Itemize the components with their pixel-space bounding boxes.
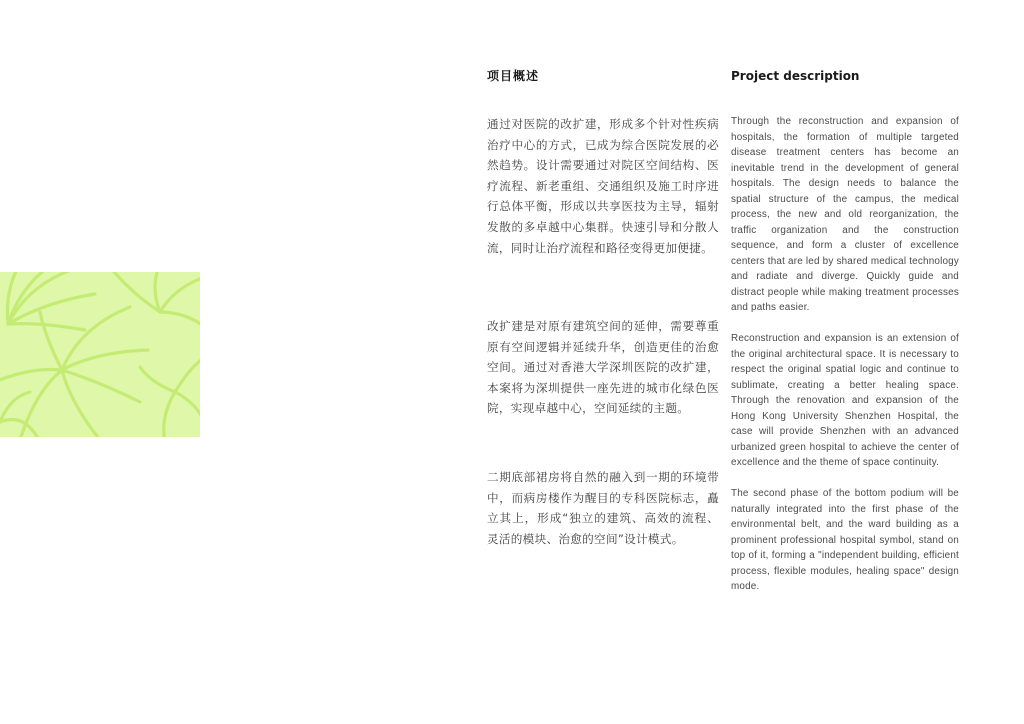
english-paragraph-1: Through the reconstruction and expansion of hospitals, the formation of multiple targeted disease treatment centers has become an inevitable trend in the development of general hospitals. The design needs to balance the spatial structure of the campus, the medical process, the new and old reorganization, the traffic organization and the construction sequence, and form a cluster of excellence centers that are led by shared medical technology and radiate and diverge. Quickly guide and distract people while making treatment processes and paths easier. bbox=[731, 116, 959, 313]
english-paragraph-3: The second phase of the bottom podium will be naturally integrated into the first phase of the environmental belt, and the ward building as a prominent professional hospital symbol, stand on top of it, forming a "independent building, efficient process, flexible modules, healing space" design mode. bbox=[731, 488, 959, 592]
english-title: Project description bbox=[731, 69, 860, 83]
leaf-pattern bbox=[0, 272, 200, 437]
chinese-paragraph-2: 改扩建是对原有建筑空间的延伸，需要尊重原有空间逻辑并延续升华，创造更佳的治愈空间。通过对香港大学深圳医院的改扩建，本案将为深圳提供一座先进的城市化绿色医院，实现卓越中心，空间延续的主题。 bbox=[487, 319, 719, 416]
chinese-paragraph-1: 通过对医院的改扩建，形成多个针对性疾病治疗中心的方式，已成为综合医院发展的必然趋势。设计需要通过对院区空间结构、医疗流程、新老重组、交通组织及施工时序进行总体平衡，形成以共享医技为主导，辐射发散的多卓越中心集群。快速引导和分散人流，同时让治疗流程和路径变得更加便捷。 bbox=[487, 117, 719, 255]
english-paragraph-2: Reconstruction and expansion is an extension of the original architectural space. It is necessary to respect the original spatial logic and continue to sublimate, creating a better healing space. Through the renovation and expansion of the Hong Kong University Shenzhen Hospital, the case will provide Shenzhen with an advanced urbanized green hospital to achieve the center of excellence and the theme of space continuity. bbox=[731, 333, 959, 468]
chinese-title: 项目概述 bbox=[487, 69, 540, 83]
leaf-pattern-icon bbox=[0, 272, 200, 437]
english-column bbox=[731, 66, 959, 592]
chinese-column bbox=[487, 66, 719, 546]
chinese-paragraph-3: 二期底部裙房将自然的融入到一期的环境带中，而病房楼作为醒目的专科医院标志，矗立其上，形成“独立的建筑、高效的流程、灵活的模块、治愈的空间”设计模式。 bbox=[487, 470, 719, 546]
